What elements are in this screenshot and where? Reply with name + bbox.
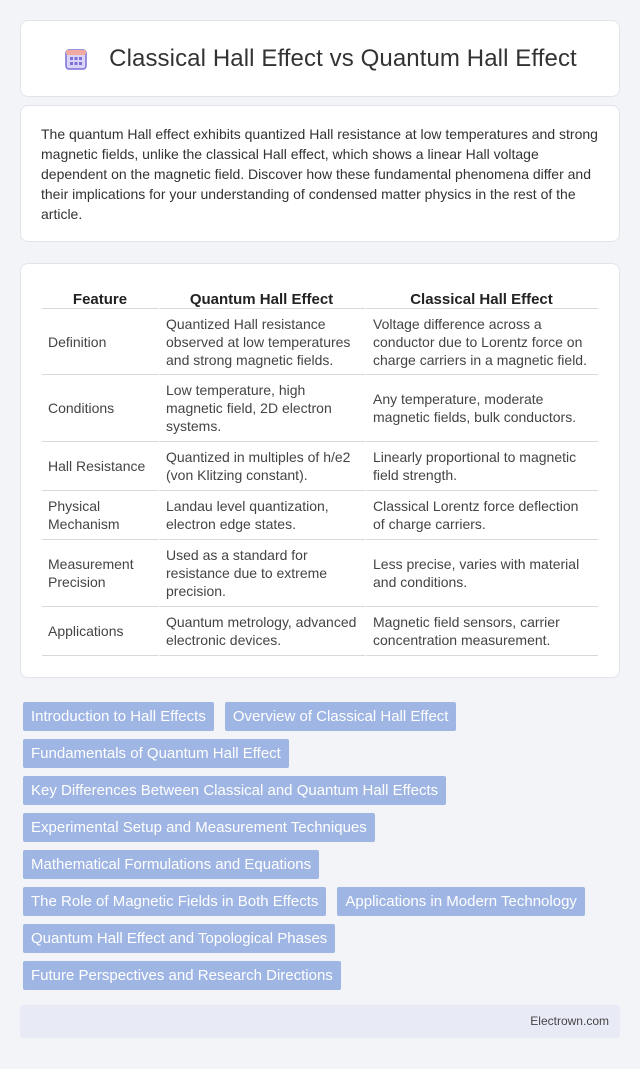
table-cell-quantum: Quantum metrology, advanced electronic devices. [158,607,365,656]
related-links [20,702,620,998]
header-feature: Feature [72,291,128,308]
link-tag[interactable]: Fundamentals of Quantum Hall Effect [23,739,289,768]
table-row [42,607,598,656]
table-cell-classical: Any temperature, moderate magnetic fields, bulk conductors. [365,375,598,442]
table-cell-quantum: Quantized in multiples of h/e2 (von Klitzing constant). [158,442,365,491]
table-cell-feature: Physical Mechanism [42,491,158,540]
link-tag[interactable]: Mathematical Formulations and Equations [23,850,319,879]
table-cell-classical: Linearly proportional to magnetic field strength. [365,442,598,491]
link-tag[interactable]: Introduction to Hall Effects [23,702,214,731]
table-row [42,308,598,375]
link-tag[interactable]: Experimental Setup and Measurement Techniques [23,813,375,842]
link-row [20,702,620,731]
table-cell-quantum: Quantized Hall resistance observed at low temperatures and strong magnetic fields. [158,308,365,375]
calendar-grid-icon [63,46,89,72]
table-cell-quantum: Used as a standard for resistance due to extreme precision. [158,540,365,607]
comparison-table-card [20,263,620,678]
intro-text: The quantum Hall effect exhibits quantized Hall resistance at low temperatures and strong magnetic fields, unlike the classical Hall effect, which shows a linear Hall voltage dependent on the magnetic field. Discover how these fundamental phenomena differ and their implications for your understanding of condensed matter physics in the rest of the article. [41,126,598,222]
link-tag[interactable]: Overview of Classical Hall Effect [225,702,457,731]
footer-brand[interactable]: Electrown.com [530,1014,609,1028]
link-tag[interactable]: Future Perspectives and Research Directions [23,961,341,990]
header-quantum: Quantum Hall Effect [189,291,334,308]
comparison-table [42,284,598,656]
table-row [42,442,598,491]
table-cell-feature: Conditions [42,375,158,442]
table-header-row [42,284,598,308]
table-row [42,491,598,540]
table-cell-quantum: Low temperature, high magnetic field, 2D electron systems. [158,375,365,442]
table-cell-classical: Magnetic field sensors, carrier concentration measurement. [365,607,598,656]
link-tag[interactable]: Applications in Modern Technology [337,887,585,916]
table-cell-classical: Classical Lorentz force deflection of charge carriers. [365,491,598,540]
link-row [20,961,620,990]
link-row [20,739,620,768]
table-cell-feature: Applications [42,607,158,656]
table-row [42,375,598,442]
link-row [20,813,620,842]
table-cell-classical: Less precise, varies with material and conditions. [365,540,598,607]
table-cell-feature: Measurement Precision [42,540,158,607]
table-row [42,540,598,607]
footer [20,1005,620,1038]
link-row [20,924,620,953]
page-title: Classical Hall Effect vs Quantum Hall Effect [109,44,577,72]
table-cell-classical: Voltage difference across a conductor due to Lorentz force on charge carriers in a magnetic field. [365,308,598,375]
header-classical: Classical Hall Effect [410,291,553,308]
link-tag[interactable]: Quantum Hall Effect and Topological Phases [23,924,335,953]
link-row [20,850,620,879]
link-tag[interactable]: Key Differences Between Classical and Quantum Hall Effects [23,776,446,805]
table-cell-feature: Definition [42,308,158,375]
link-tag[interactable]: The Role of Magnetic Fields in Both Effects [23,887,326,916]
link-row [20,887,620,916]
link-row [20,776,620,805]
header-card [20,20,620,97]
table-cell-feature: Hall Resistance [42,442,158,491]
table-cell-quantum: Landau level quantization, electron edge states. [158,491,365,540]
intro-card [20,105,620,242]
